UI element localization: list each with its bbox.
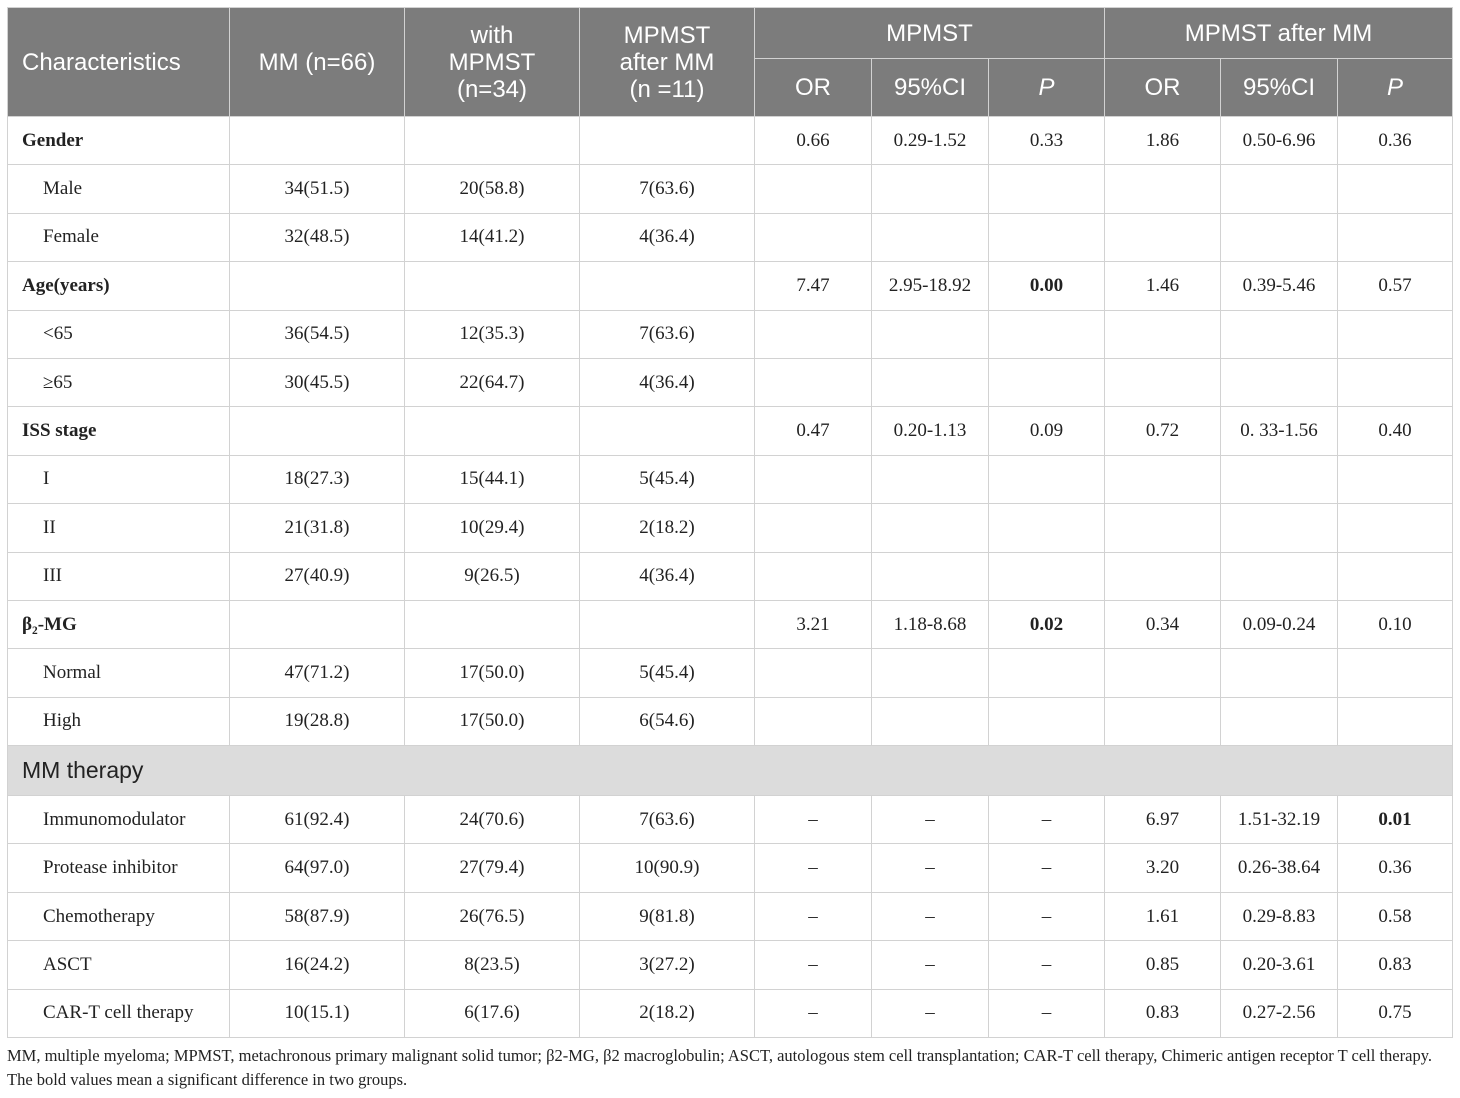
cell-with: 24(70.6) xyxy=(405,796,580,844)
cell-after: 7(63.6) xyxy=(580,796,755,844)
group-label: β₂-MG xyxy=(8,600,230,648)
cell-ci2 xyxy=(1221,649,1338,697)
table-container xyxy=(7,7,1452,1038)
cell-p1: – xyxy=(989,892,1105,940)
cell-or1 xyxy=(755,504,872,552)
cell-or1 xyxy=(755,649,872,697)
cell-ci1: 2.95-18.92 xyxy=(872,262,989,310)
cell-ci1 xyxy=(872,165,989,213)
header-group-mpmst-after-mm: MPMST after MM xyxy=(1105,8,1453,59)
cell-after: 5(45.4) xyxy=(580,649,755,697)
cell-ci1: – xyxy=(872,941,989,989)
cell-p1: – xyxy=(989,941,1105,989)
cell-with xyxy=(405,407,580,455)
row-label: I xyxy=(8,455,230,503)
characteristics-table xyxy=(7,7,1453,1038)
cell-or2: 1.46 xyxy=(1105,262,1221,310)
table-body xyxy=(8,117,1453,1038)
cell-ci2: 0.29-8.83 xyxy=(1221,892,1338,940)
cell-or1: – xyxy=(755,844,872,892)
cell-p2: 0.36 xyxy=(1338,844,1453,892)
cell-p1: 0.09 xyxy=(989,407,1105,455)
cell-mm: 58(87.9) xyxy=(230,892,405,940)
cell-mm: 34(51.5) xyxy=(230,165,405,213)
cell-p1 xyxy=(989,358,1105,406)
cell-after: 5(45.4) xyxy=(580,455,755,503)
cell-or2 xyxy=(1105,213,1221,261)
cell-p2: 0.75 xyxy=(1338,989,1453,1037)
table-row xyxy=(8,941,1453,989)
header-or-1: OR xyxy=(755,59,872,117)
cell-or2 xyxy=(1105,165,1221,213)
cell-with: 15(44.1) xyxy=(405,455,580,503)
cell-p1 xyxy=(989,697,1105,745)
cell-ci2 xyxy=(1221,455,1338,503)
cell-with: 20(58.8) xyxy=(405,165,580,213)
cell-or2 xyxy=(1105,504,1221,552)
cell-or1: 7.47 xyxy=(755,262,872,310)
cell-ci2: 1.51-32.19 xyxy=(1221,796,1338,844)
cell-ci1 xyxy=(872,310,989,358)
cell-p2: 0.36 xyxy=(1338,117,1453,165)
cell-ci2 xyxy=(1221,165,1338,213)
table-header xyxy=(8,8,1453,117)
cell-or2: 0.85 xyxy=(1105,941,1221,989)
cell-after xyxy=(580,117,755,165)
cell-p2: 0.83 xyxy=(1338,941,1453,989)
cell-ci1 xyxy=(872,552,989,600)
cell-or1: 0.47 xyxy=(755,407,872,455)
table-row xyxy=(8,165,1453,213)
cell-p2 xyxy=(1338,358,1453,406)
header-with-mpmst-line2: MPMST xyxy=(448,48,536,76)
cell-p1: 0.00 xyxy=(989,262,1105,310)
cell-after xyxy=(580,262,755,310)
table-row xyxy=(8,310,1453,358)
header-with-mpmst-line1: with xyxy=(470,21,514,49)
table-row xyxy=(8,892,1453,940)
cell-p2 xyxy=(1338,649,1453,697)
cell-with: 12(35.3) xyxy=(405,310,580,358)
cell-after: 3(27.2) xyxy=(580,941,755,989)
cell-or2: 3.20 xyxy=(1105,844,1221,892)
cell-after: 7(63.6) xyxy=(580,165,755,213)
row-label: Chemotherapy xyxy=(8,892,230,940)
cell-ci2 xyxy=(1221,504,1338,552)
cell-or1 xyxy=(755,697,872,745)
cell-after: 7(63.6) xyxy=(580,310,755,358)
cell-ci1 xyxy=(872,455,989,503)
cell-ci1: – xyxy=(872,844,989,892)
cell-ci1: 0.20-1.13 xyxy=(872,407,989,455)
group-label: Age(years) xyxy=(8,262,230,310)
cell-mm: 64(97.0) xyxy=(230,844,405,892)
cell-ci2: 0.26-38.64 xyxy=(1221,844,1338,892)
cell-p1 xyxy=(989,552,1105,600)
cell-p1: 0.02 xyxy=(989,600,1105,648)
cell-p2 xyxy=(1338,455,1453,503)
cell-p1 xyxy=(989,165,1105,213)
cell-p2 xyxy=(1338,697,1453,745)
table-row xyxy=(8,697,1453,745)
cell-or1 xyxy=(755,213,872,261)
cell-or2: 1.61 xyxy=(1105,892,1221,940)
cell-with xyxy=(405,600,580,648)
row-label: Male xyxy=(8,165,230,213)
cell-p1: – xyxy=(989,844,1105,892)
cell-ci2: 0.39-5.46 xyxy=(1221,262,1338,310)
row-label: II xyxy=(8,504,230,552)
table-row xyxy=(8,504,1453,552)
cell-p2 xyxy=(1338,552,1453,600)
section-label: MM therapy xyxy=(8,746,1453,796)
cell-mm: 10(15.1) xyxy=(230,989,405,1037)
cell-with: 6(17.6) xyxy=(405,989,580,1037)
cell-ci2: 0. 33-1.56 xyxy=(1221,407,1338,455)
cell-ci2 xyxy=(1221,310,1338,358)
cell-or1: – xyxy=(755,796,872,844)
cell-or2: 6.97 xyxy=(1105,796,1221,844)
cell-p2 xyxy=(1338,504,1453,552)
cell-after: 6(54.6) xyxy=(580,697,755,745)
header-ci-1: 95%CI xyxy=(872,59,989,117)
header-after-line2: after MM xyxy=(619,48,715,76)
cell-with xyxy=(405,262,580,310)
cell-mm: 30(45.5) xyxy=(230,358,405,406)
row-label: CAR-T cell therapy xyxy=(8,989,230,1037)
cell-after: 10(90.9) xyxy=(580,844,755,892)
cell-or2: 0.72 xyxy=(1105,407,1221,455)
cell-mm: 16(24.2) xyxy=(230,941,405,989)
cell-p1: – xyxy=(989,989,1105,1037)
cell-mm: 47(71.2) xyxy=(230,649,405,697)
cell-ci1 xyxy=(872,697,989,745)
cell-with: 14(41.2) xyxy=(405,213,580,261)
cell-with xyxy=(405,117,580,165)
cell-ci2 xyxy=(1221,697,1338,745)
cell-p2: 0.58 xyxy=(1338,892,1453,940)
cell-after: 9(81.8) xyxy=(580,892,755,940)
cell-ci1: – xyxy=(872,892,989,940)
cell-p2: 0.40 xyxy=(1338,407,1453,455)
cell-with: 9(26.5) xyxy=(405,552,580,600)
cell-with: 10(29.4) xyxy=(405,504,580,552)
cell-p2: 0.01 xyxy=(1338,796,1453,844)
cell-p2: 0.57 xyxy=(1338,262,1453,310)
cell-mm: 32(48.5) xyxy=(230,213,405,261)
cell-with: 17(50.0) xyxy=(405,649,580,697)
cell-mm xyxy=(230,407,405,455)
cell-with: 8(23.5) xyxy=(405,941,580,989)
cell-or2 xyxy=(1105,455,1221,503)
cell-p1: 0.33 xyxy=(989,117,1105,165)
cell-or2 xyxy=(1105,552,1221,600)
cell-after xyxy=(580,600,755,648)
cell-or2 xyxy=(1105,310,1221,358)
cell-ci1 xyxy=(872,213,989,261)
cell-or2: 1.86 xyxy=(1105,117,1221,165)
header-after-line3: (n =11) xyxy=(629,75,705,103)
cell-mm xyxy=(230,117,405,165)
row-label: High xyxy=(8,697,230,745)
cell-with: 17(50.0) xyxy=(405,697,580,745)
header-after-line1: MPMST xyxy=(623,21,711,49)
cell-ci1 xyxy=(872,504,989,552)
row-label: III xyxy=(8,552,230,600)
cell-ci2: 0.20-3.61 xyxy=(1221,941,1338,989)
cell-ci1 xyxy=(872,649,989,697)
cell-ci2 xyxy=(1221,358,1338,406)
cell-ci2 xyxy=(1221,213,1338,261)
cell-after: 4(36.4) xyxy=(580,552,755,600)
cell-or1: – xyxy=(755,941,872,989)
header-characteristics: Characteristics xyxy=(8,8,230,117)
cell-after: 2(18.2) xyxy=(580,989,755,1037)
cell-ci2 xyxy=(1221,552,1338,600)
row-label: Immunomodulator xyxy=(8,796,230,844)
cell-after xyxy=(580,407,755,455)
group-label: Gender xyxy=(8,117,230,165)
cell-p1 xyxy=(989,504,1105,552)
cell-or2: 0.83 xyxy=(1105,989,1221,1037)
cell-or2 xyxy=(1105,697,1221,745)
row-label: ≥65 xyxy=(8,358,230,406)
table-row xyxy=(8,117,1453,165)
cell-ci2: 0.50-6.96 xyxy=(1221,117,1338,165)
cell-mm: 18(27.3) xyxy=(230,455,405,503)
cell-p2 xyxy=(1338,310,1453,358)
cell-ci1: 0.29-1.52 xyxy=(872,117,989,165)
cell-p1: – xyxy=(989,796,1105,844)
cell-or1 xyxy=(755,455,872,503)
cell-mm: 61(92.4) xyxy=(230,796,405,844)
cell-mm xyxy=(230,262,405,310)
table-row xyxy=(8,358,1453,406)
table-row xyxy=(8,844,1453,892)
cell-mm: 36(54.5) xyxy=(230,310,405,358)
cell-p1 xyxy=(989,455,1105,503)
cell-mm xyxy=(230,600,405,648)
cell-or1 xyxy=(755,165,872,213)
cell-after: 4(36.4) xyxy=(580,358,755,406)
cell-ci1: – xyxy=(872,989,989,1037)
cell-p2: 0.10 xyxy=(1338,600,1453,648)
row-label: Normal xyxy=(8,649,230,697)
cell-p1 xyxy=(989,213,1105,261)
cell-or2: 0.34 xyxy=(1105,600,1221,648)
group-label: ISS stage xyxy=(8,407,230,455)
cell-p1 xyxy=(989,649,1105,697)
cell-or1: 0.66 xyxy=(755,117,872,165)
section-row xyxy=(8,746,1453,796)
cell-after: 4(36.4) xyxy=(580,213,755,261)
cell-or1: – xyxy=(755,892,872,940)
cell-p2 xyxy=(1338,213,1453,261)
header-with-mpmst-line3: (n=34) xyxy=(456,75,528,103)
header-mm: MM (n=66) xyxy=(230,8,405,117)
cell-mm: 27(40.9) xyxy=(230,552,405,600)
cell-p1 xyxy=(989,310,1105,358)
cell-or1: – xyxy=(755,989,872,1037)
cell-or1 xyxy=(755,310,872,358)
cell-mm: 19(28.8) xyxy=(230,697,405,745)
cell-or1: 3.21 xyxy=(755,600,872,648)
cell-or1 xyxy=(755,358,872,406)
header-or-2: OR xyxy=(1105,59,1221,117)
table-row xyxy=(8,262,1453,310)
cell-ci1: – xyxy=(872,796,989,844)
header-with-mpmst xyxy=(405,8,580,117)
cell-ci2: 0.27-2.56 xyxy=(1221,989,1338,1037)
cell-after: 2(18.2) xyxy=(580,504,755,552)
table-footnote: MM, multiple myeloma; MPMST, metachronous primary malignant solid tumor; β2-MG, β2 macroglobulin; ASCT, autologous stem cell transplantation; CAR-T cell therapy, Chimeric antigen receptor T cell therapy. The bold values mean a significant difference in two groups. xyxy=(7,1046,1432,1089)
table-row xyxy=(8,455,1453,503)
table-row xyxy=(8,989,1453,1037)
table-row xyxy=(8,796,1453,844)
cell-or2 xyxy=(1105,649,1221,697)
header-group-mpmst: MPMST xyxy=(755,8,1105,59)
cell-with: 22(64.7) xyxy=(405,358,580,406)
cell-ci1 xyxy=(872,358,989,406)
table-row xyxy=(8,213,1453,261)
header-ci-2: 95%CI xyxy=(1221,59,1338,117)
cell-or1 xyxy=(755,552,872,600)
cell-mm: 21(31.8) xyxy=(230,504,405,552)
cell-or2 xyxy=(1105,358,1221,406)
row-label: Protease inhibitor xyxy=(8,844,230,892)
cell-ci2: 0.09-0.24 xyxy=(1221,600,1338,648)
table-row xyxy=(8,600,1453,648)
table-row xyxy=(8,407,1453,455)
row-label: Female xyxy=(8,213,230,261)
cell-ci1: 1.18-8.68 xyxy=(872,600,989,648)
cell-p2 xyxy=(1338,165,1453,213)
header-p-2: P xyxy=(1338,59,1453,117)
cell-with: 26(76.5) xyxy=(405,892,580,940)
table-row xyxy=(8,649,1453,697)
header-p-1: P xyxy=(989,59,1105,117)
header-mpmst-after-mm xyxy=(580,8,755,117)
cell-with: 27(79.4) xyxy=(405,844,580,892)
table-row xyxy=(8,552,1453,600)
row-label: <65 xyxy=(8,310,230,358)
row-label: ASCT xyxy=(8,941,230,989)
